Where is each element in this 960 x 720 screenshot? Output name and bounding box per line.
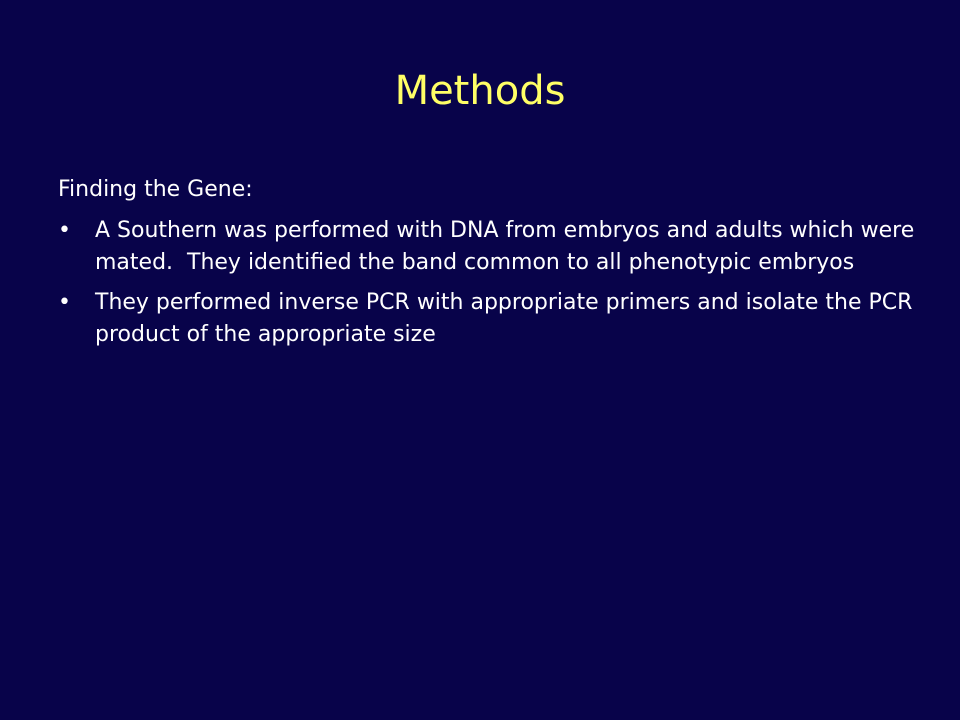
section-subheading: Finding the Gene: bbox=[58, 177, 253, 202]
bullet-text: A Southern was performed with DNA from embryos and adults which were mated. They identified the band common to all phenotypic embryos bbox=[95, 218, 922, 275]
bullet-item bbox=[58, 215, 922, 279]
bullet-list bbox=[58, 215, 922, 351]
bullet-icon: • bbox=[58, 218, 71, 243]
bullet-icon: • bbox=[58, 290, 71, 315]
slide-title: Methods bbox=[394, 68, 566, 114]
slide-content bbox=[58, 174, 922, 359]
bullet-text: They performed inverse PCR with appropriate primers and isolate the PCR product of the appropriate size bbox=[95, 290, 913, 347]
bullet-item bbox=[58, 287, 918, 351]
